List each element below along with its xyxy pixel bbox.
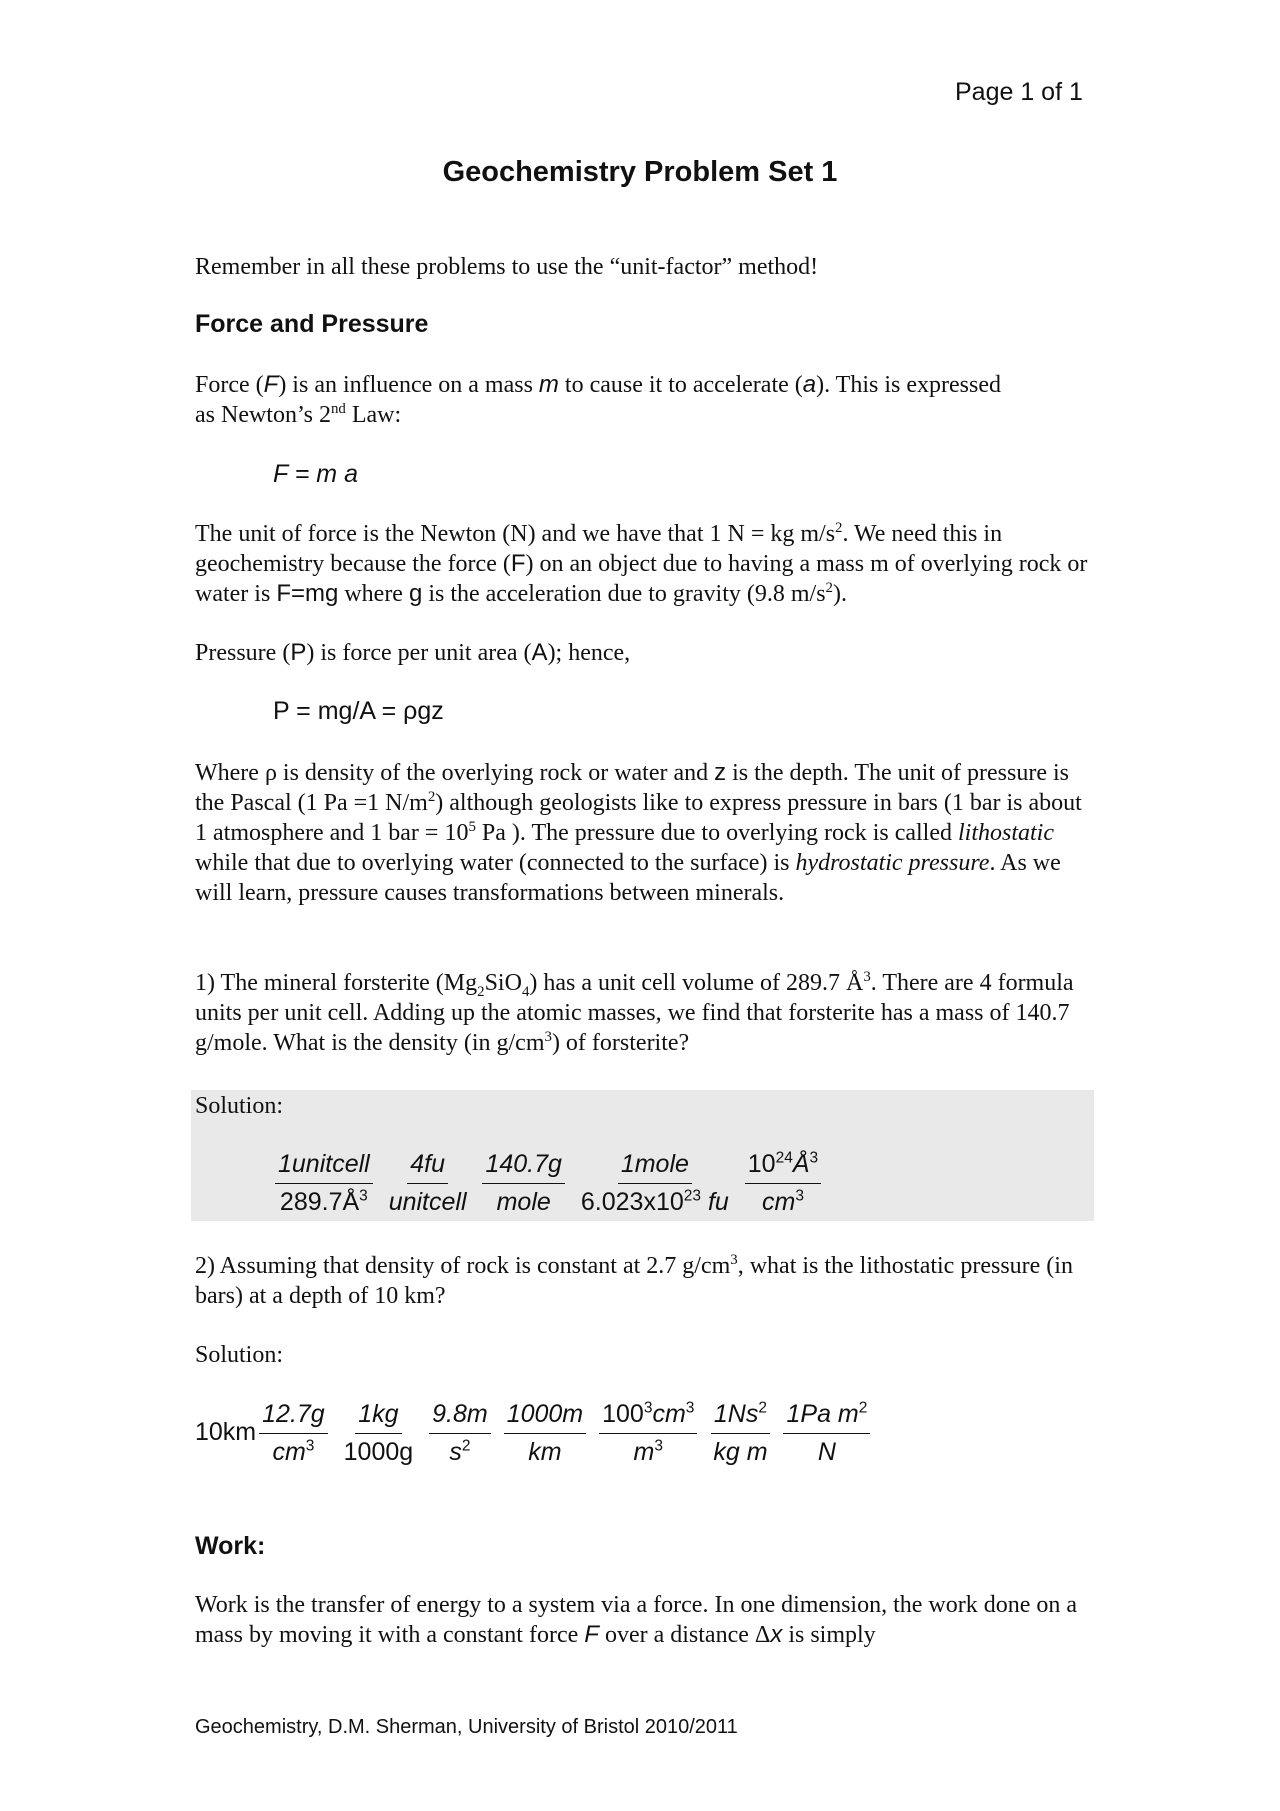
pressure-paragraph: Pressure (P) is force per unit area (A); hence, [195, 639, 631, 666]
fraction: $\frac{140.7g}{\text{mole}}$ [482, 1150, 564, 1217]
page-number: Page 1 of 1 [955, 78, 1083, 106]
intro-paragraph: Remember in all these problems to use the “unit-factor” method! [195, 254, 819, 280]
fraction: $\frac{9.8m}{s^2}$ [429, 1400, 491, 1467]
section-heading-work: Work: [195, 1532, 266, 1560]
fraction: $\frac{\text{1unitcell}}{289.7Å^3}$ [275, 1150, 373, 1217]
page-footer: Geochemistry, D.M. Sherman, University of Bristol 2010/2011 [195, 1716, 738, 1738]
fraction: $\frac{10^{24}Å^3}{cm^3}$ [745, 1150, 821, 1217]
fraction: $\frac{1kg}{1000g}$ [343, 1400, 414, 1466]
fraction: $\frac{12.7g}{cm^3}$ [259, 1400, 328, 1467]
solution-2-label: Solution: [195, 1342, 284, 1368]
solution-1-label: Solution: [195, 1093, 284, 1119]
fraction: $\frac{100^3cm^3}{m^3}$ [599, 1400, 697, 1467]
density-paragraph: Where ρ is density of the overlying rock or water and z is the depth. The unit of pressure is the Pascal (1 Pa =1 $N/m^2$) although geologists like to express pressure in bars (1 bar is about 1 atmosphere and 1 bar = $10^5$ Pa ). The pressure due to overlying rock is called lithostatic while that due to overlying water (connected to the surface) is hydrostatic pressure. As we will learn, pressure causes transformations between minerals. [195, 759, 1082, 906]
solution-1-equation [272, 1150, 824, 1217]
force-paragraph: Force (F) is an influence on a mass m to cause it to accelerate (a). This is expressed as Newton’s 2nd Law: [195, 371, 1001, 428]
problem-2-text: 2) Assuming that density of rock is constant at 2.7 $g/cm^3$, what is the lithostatic pressure (in bars) at a depth of 10 km? [195, 1252, 1073, 1309]
newton-unit-paragraph: The unit of force is the Newton (N) and we have that 1 N = kg $m/s^2$. We need this in geochemistry because the force (F) on an object due to having a mass m of overlying rock or water is F=mg where g is the acceleration due to gravity (9.8 $m/s^2$). [195, 520, 1088, 607]
fraction: $\frac{1Ns^2}{\text{kg m}}$ [710, 1400, 770, 1467]
page-title: Geochemistry Problem Set 1 [442, 156, 838, 188]
fraction: $\frac{1Pa m^2}{N}$ [783, 1400, 870, 1467]
fraction: $\frac{1000m}{km}$ [504, 1400, 586, 1467]
equation-pressure: P = mg/A = ρgz [273, 697, 444, 725]
fraction: $\frac{4fu}{\text{unitcell}}$ [388, 1150, 467, 1216]
equation-newton: F = m a [273, 460, 358, 488]
solution-2-equation: 10km $\frac{12.7g}{cm^3}$ $\frac{1kg}{1000g}$ $\frac{9.8m}{s^2}$ $\frac{1000m}{km}$ $\frac{100^3cm^3}{m^3}$ $\frac{1Ns^2}{\text{kg m}}$ $\frac{1Pa m^2}{N}$ [195, 1400, 873, 1467]
work-paragraph: Work is the transfer of energy to a system via a force. In one dimension, the work done on a mass by moving it with a constant force F over a distance Δx is simply [195, 1592, 1078, 1648]
fraction: $\frac{\text{1mole}}{6.023x10^{23} fu}$ [580, 1150, 729, 1216]
problem-1-text: 1) The mineral forsterite $(Mg_2SiO_4)$ has a unit cell volume of 289.7 $Å^3$. There are 4 formula units per unit cell. Adding up the atomic masses, we find that forsterite has a mass of 140.7 g/mole. What is the density (in $g/cm^3$) of forsterite? [195, 969, 1074, 1056]
section-heading-force: Force and Pressure [195, 310, 429, 338]
